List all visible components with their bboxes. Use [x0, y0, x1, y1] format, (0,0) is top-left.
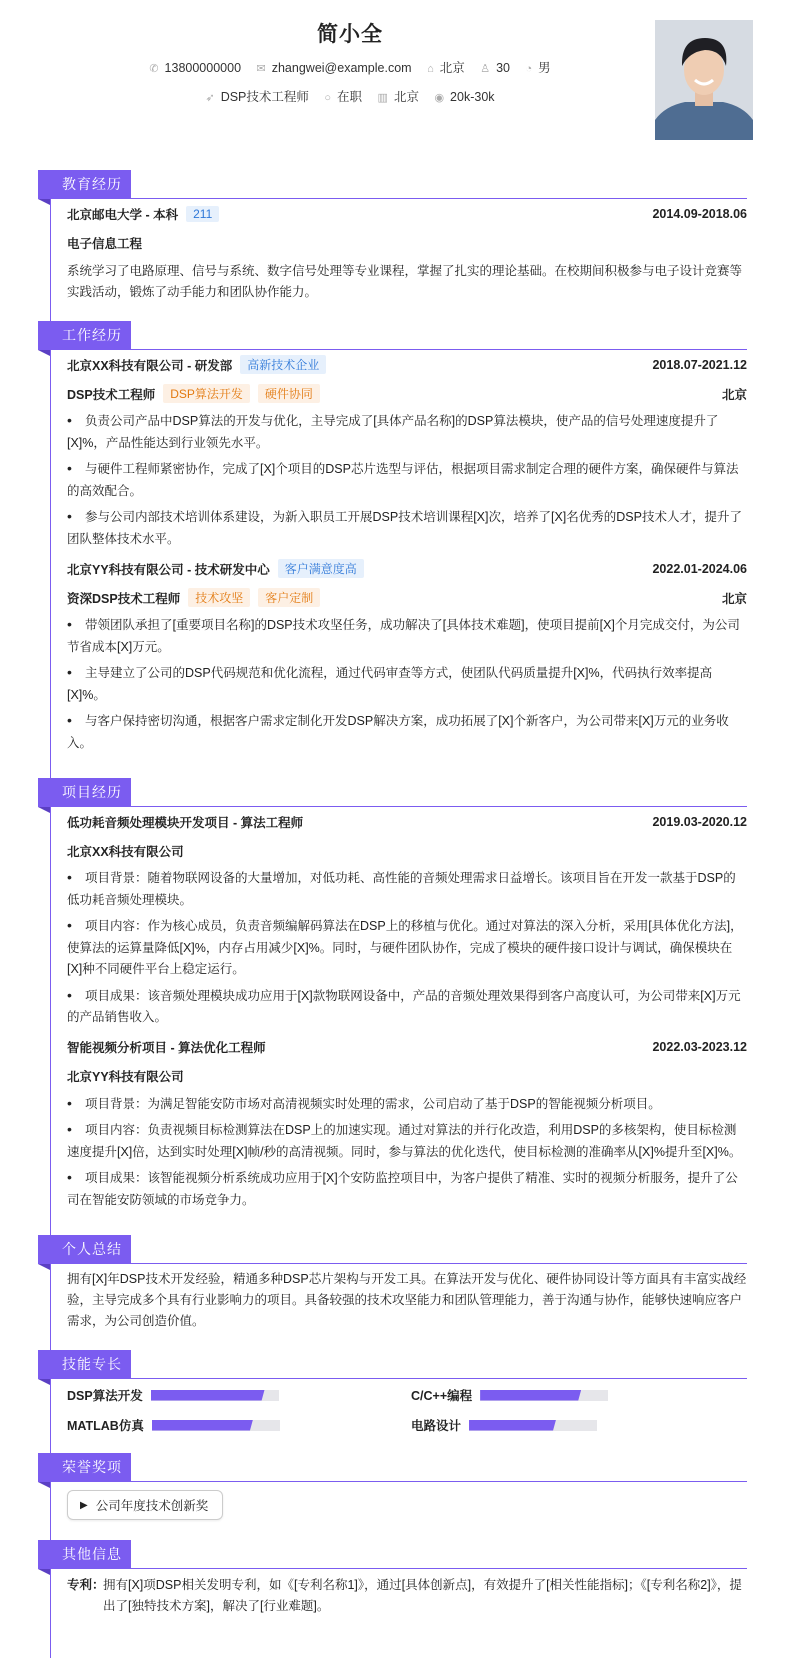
- company-left: [67, 355, 326, 374]
- bullet-list: [67, 614, 747, 754]
- project-name: 低功耗音频处理模块开发项目 - 算法工程师: [67, 815, 304, 830]
- skill-bar-fill: [469, 1420, 556, 1431]
- candidate-name: 简小全: [317, 23, 383, 46]
- work-section: [38, 321, 747, 754]
- major: 电子信息工程: [67, 236, 143, 251]
- bullet-item: [67, 662, 747, 706]
- company-tag: 客户满意度高: [278, 559, 364, 578]
- bullet-text: 项目内容：负责视频目标检测算法在DSP上的加速实现。通过对算法的并行化改造，利用DSP的多核架构，使目标检测速度提升[X]倍，达到实时处理[X]帧/秒的高清视频。同时，参与算法的优化迭代，使目标检测的准确率从[X]%提升至[X]%。: [67, 1123, 742, 1159]
- skill-tag: DSP算法开发: [163, 384, 250, 403]
- phone-icon: ✆: [149, 63, 159, 75]
- section-title: 个人总结: [38, 1235, 131, 1264]
- company-left: [67, 559, 364, 578]
- section-title: 工作经历: [38, 321, 131, 350]
- honors-section: [38, 1453, 747, 1526]
- job-left: [67, 384, 320, 403]
- project-company-row: [67, 836, 747, 865]
- skill-bar: [152, 1420, 280, 1431]
- summary-text: 拥有[X]年DSP技术开发经验，精通多种DSP芯片架构与开发工具。在算法开发与优化、硬件协同设计等方面具有丰富实战经验，主导完成多个具有行业影响力的项目。具备较强的技术攻坚能力和团队管理能力，善于沟通与协作，能够快速响应客户需求，为公司创造价值。: [67, 1272, 747, 1328]
- bullet-text: 主导建立了公司的DSP代码规范和优化流程，通过代码审查等方式，使团队代码质量提升[X]%，代码执行效率提高[X]%。: [67, 666, 713, 702]
- projects-section: [38, 778, 747, 1211]
- bullet-list: [67, 410, 747, 550]
- building-icon: ▥: [377, 92, 388, 104]
- bullet-dot-icon: •: [67, 1094, 72, 1111]
- section-title: 技能专长: [38, 1350, 131, 1379]
- skill-name: MATLAB仿真: [67, 1419, 144, 1433]
- salary-icon: ◉: [434, 92, 445, 104]
- bullet-dot-icon: •: [67, 664, 72, 680]
- skill-item: [411, 1417, 751, 1433]
- work-date: 2022.01-2024.06: [652, 561, 747, 576]
- bullet-item: [67, 506, 747, 550]
- project-row: [67, 1033, 747, 1062]
- bullet-dot-icon: •: [67, 917, 72, 933]
- bullet-item: [67, 1167, 747, 1211]
- bullet-list: [67, 867, 747, 1029]
- bullet-item: [67, 867, 747, 911]
- contact-row: [0, 58, 700, 76]
- skill-item: [67, 1387, 411, 1403]
- profile-photo: [655, 20, 753, 140]
- age: 30: [496, 61, 510, 75]
- phone: 13800000000: [164, 61, 242, 75]
- section-title: 其他信息: [38, 1540, 131, 1569]
- section-title: 教育经历: [38, 170, 131, 199]
- work-city: 北京: [721, 591, 747, 606]
- skill-tag: 硬件协同: [258, 384, 320, 403]
- project-row: [67, 807, 747, 836]
- work-city: 北京: [721, 387, 747, 402]
- job-title: DSP技术工程师: [220, 90, 309, 104]
- company-tag: 高新技术企业: [240, 355, 326, 374]
- school-tag: 211: [186, 206, 219, 222]
- project-company: 北京XX科技有限公司: [67, 844, 184, 859]
- summary-section: [38, 1235, 747, 1336]
- project-company: 北京YY科技有限公司: [67, 1070, 184, 1084]
- bullet-item: [67, 915, 747, 981]
- bullet-item: [67, 458, 747, 502]
- skill-bar-fill: [480, 1390, 581, 1401]
- company-row: [67, 350, 747, 379]
- resume-body: [38, 170, 747, 1631]
- skill-bar-fill: [151, 1390, 265, 1401]
- bullet-dot-icon: •: [67, 869, 72, 885]
- section-title: 项目经历: [38, 778, 131, 807]
- project-name: 智能视频分析项目 - 算法优化工程师: [67, 1041, 266, 1055]
- mail-icon: ✉: [256, 63, 266, 75]
- skill-bar: [151, 1390, 279, 1401]
- skill-item: [67, 1417, 411, 1433]
- job-row: [67, 379, 747, 408]
- bullet-text: 与硬件工程师紧密协作，完成了[X]个项目的DSP芯片选型与评估，根据项目需求制定合理的硬件方案，确保硬件与算法的高效配合。: [67, 462, 739, 498]
- gender: 男: [538, 61, 551, 75]
- edu-date: 2014.09-2018.06: [652, 206, 747, 221]
- education-section: [38, 170, 747, 307]
- honor-item[interactable]: [67, 1490, 223, 1520]
- age-icon: ♙: [480, 63, 491, 75]
- bullet-text: 项目背景：为满足智能安防市场对高清视频实时处理的需求，公司启动了基于DSP的智能视频分析项目。: [85, 1096, 661, 1111]
- bullet-item: [67, 1093, 747, 1116]
- company-name: 北京XX科技有限公司 - 研发部: [67, 358, 233, 373]
- bullet-dot-icon: •: [67, 460, 72, 476]
- company-row: [67, 554, 747, 583]
- bullet-item: [67, 710, 747, 754]
- bullet-text: 带领团队承担了[重要项目名称]的DSP技术攻坚任务，成功解决了[具体技术难题]，使项目提前[X]个月完成交付，为公司节省成本[X]万元。: [67, 618, 740, 654]
- skill-tag: 技术攻坚: [188, 588, 250, 607]
- bullet-text: 项目背景：随着物联网设备的大量增加，对低功耗、高性能的音频处理需求日益增长。该项目旨在开发一款基于DSP的低功耗音频处理模块。: [67, 871, 736, 907]
- job-row: [67, 583, 747, 612]
- other-text: 拥有[X]项DSP相关发明专利，如《[专利名称1]》，通过[具体创新点]，有效提升了[相关性能指标]；《[专利名称2]》，提出了[独特技术方案]，解决了[行业难题]。: [103, 1578, 742, 1613]
- honor-label: 公司年度技术创新奖: [95, 1499, 209, 1513]
- email: zhangwei@example.com: [271, 61, 412, 75]
- bullet-item: [67, 410, 747, 454]
- school: 北京邮电大学 - 本科: [67, 207, 179, 222]
- bullet-dot-icon: •: [67, 412, 72, 428]
- location: 北京: [439, 61, 465, 75]
- bullet-text: 与客户保持密切沟通，根据客户需求定制化开发DSP解决方案，成功拓展了[X]个新客户，为公司带来[X]万元的业务收入。: [67, 714, 729, 750]
- resume-header: [0, 0, 794, 160]
- bullet-text: 项目内容：作为核心成员，负责音频编解码算法在DSP上的移植与优化。通过对算法的深入分析，采用[具体优化方法]，使算法的运算量降低[X]%，内存占用减少[X]%。同时，与硬件团队协作，完成了模块的硬件接口设计与调试，确保模块在[X]种不同硬件平台上稳定运行。: [67, 919, 743, 976]
- home-icon: ⌂: [427, 63, 434, 75]
- job-title: DSP技术工程师: [67, 387, 156, 402]
- other-label: 专利：: [67, 1578, 105, 1592]
- skill-name: C/C++编程: [411, 1389, 473, 1403]
- project-company-row: [67, 1062, 747, 1091]
- job-intent-row: [0, 87, 700, 105]
- job-left: [67, 588, 320, 607]
- job-title: 资深DSP技术工程师: [67, 591, 181, 606]
- other-section: [38, 1540, 747, 1617]
- target-city: 北京: [393, 90, 419, 104]
- bullet-dot-icon: •: [67, 1169, 72, 1185]
- bullet-dot-icon: •: [67, 712, 72, 728]
- skill-item: [411, 1387, 751, 1403]
- bullet-dot-icon: •: [67, 616, 72, 632]
- bullet-dot-icon: •: [67, 508, 72, 524]
- project-date: 2022.03-2023.12: [652, 1040, 747, 1054]
- send-icon: ➶: [205, 92, 215, 104]
- bullet-dot-icon: •: [67, 986, 72, 1003]
- company-name: 北京YY科技有限公司 - 技术研发中心: [67, 562, 270, 577]
- skill-bar: [480, 1390, 608, 1401]
- job-status: 在职: [337, 90, 363, 104]
- bullet-item: [67, 1119, 747, 1163]
- bullet-list: [67, 1093, 747, 1212]
- bullet-text: 项目成果：该音频处理模块成功应用于[X]款物联网设备中，产品的音频处理效果得到客户高度认可，为公司带来[X]万元的产品销售收入。: [67, 988, 741, 1024]
- skill-bar: [469, 1420, 597, 1431]
- work-date: 2018.07-2021.12: [652, 357, 747, 372]
- bullet-text: 项目成果：该智能视频分析系统成功应用于[X]个安防监控项目中，为客户提供了精准、实时的视频分析服务，提升了公司在智能安防领域的市场竞争力。: [67, 1171, 738, 1207]
- gender-icon: ◔: [525, 63, 533, 75]
- edu-desc: 系统学习了电路原理、信号与系统、数字信号处理等专业课程，掌握了扎实的理论基础。在校期间积极参与电子设计竞赛等实践活动，锻炼了动手能力和团队协作能力。: [67, 264, 743, 299]
- skills-section: [38, 1350, 747, 1439]
- project-date: 2019.03-2020.12: [652, 814, 747, 829]
- section-title: 荣誉奖项: [38, 1453, 131, 1482]
- bullet-item: [67, 614, 747, 658]
- salary: 20k-30k: [450, 90, 495, 104]
- triangle-icon: ▶: [80, 1499, 88, 1511]
- bullet-text: 负责公司产品中DSP算法的开发与优化，主导完成了[具体产品名称]的DSP算法模块，使产品的信号处理速度提升了[X]%，产品性能达到行业领先水平。: [67, 414, 719, 450]
- skill-tag: 客户定制: [258, 588, 320, 607]
- skill-name: 电路设计: [411, 1419, 462, 1433]
- bullet-dot-icon: •: [67, 1121, 72, 1137]
- bullet-text: 参与公司内部技术培训体系建设，为新入职员工开展DSP技术培训课程[X]次，培养了[X]名优秀的DSP技术人才，提升了团队整体技术水平。: [67, 510, 742, 546]
- skill-bar-fill: [152, 1420, 253, 1431]
- bullet-item: [67, 985, 747, 1029]
- skill-name: DSP算法开发: [67, 1389, 143, 1403]
- status-icon: ○: [324, 92, 332, 104]
